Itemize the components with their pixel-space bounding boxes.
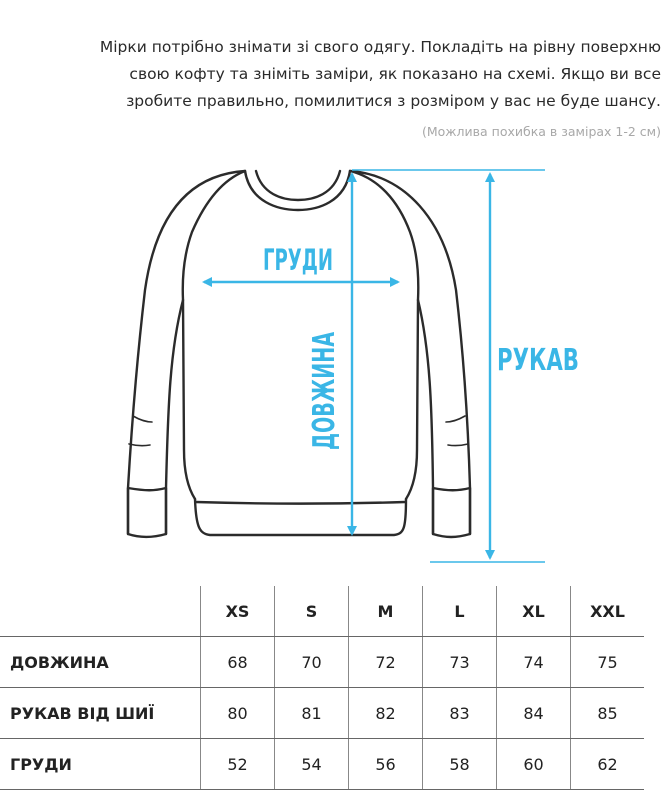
body-left xyxy=(183,171,245,499)
table-cell: 84 xyxy=(497,688,571,739)
collar xyxy=(245,171,350,210)
table-cell: 74 xyxy=(497,637,571,688)
table-cell: 80 xyxy=(201,688,275,739)
row-label: ДОВЖИНА xyxy=(0,637,201,688)
sleeve-label: РУКАВ xyxy=(497,343,579,378)
sweater-diagram-svg xyxy=(0,150,671,580)
sleeve-wrinkle xyxy=(446,416,465,422)
table-cell: 70 xyxy=(275,637,349,688)
table-row-sleeve xyxy=(0,688,644,739)
table-cell: 83 xyxy=(423,688,497,739)
size-header-row xyxy=(0,586,644,637)
row-label: ГРУДИ xyxy=(0,739,201,790)
waistband-seam xyxy=(196,502,405,504)
chest-label: ГРУДИ xyxy=(263,243,333,277)
right-sleeve-inner xyxy=(418,300,433,534)
table-cell: 68 xyxy=(201,637,275,688)
table-cell: 58 xyxy=(423,739,497,790)
intro-line-1: Мірки потрібно знімати зі свого одягу. Покладіть на рівну поверхню xyxy=(99,38,661,56)
left-cuff xyxy=(128,488,166,537)
table-cell: 60 xyxy=(497,739,571,790)
collar-inner xyxy=(256,171,340,200)
size-chart-table xyxy=(0,586,644,790)
table-row-chest xyxy=(0,739,644,790)
sweater-outline xyxy=(128,171,470,537)
right-cuff xyxy=(433,488,470,537)
table-cell: 72 xyxy=(349,637,423,688)
size-header: L xyxy=(423,586,497,637)
table-cell: 75 xyxy=(571,637,645,688)
intro-text xyxy=(21,34,661,115)
table-cell: 82 xyxy=(349,688,423,739)
table-cell: 52 xyxy=(201,739,275,790)
sleeve-wrinkle xyxy=(448,444,468,446)
intro-line-2: свою кофту та зніміть заміри, як показано на схемі. Якщо ви все xyxy=(129,65,661,83)
sleeve-wrinkle xyxy=(129,444,150,446)
table-cell: 81 xyxy=(275,688,349,739)
row-label: РУКАВ ВІД ШИЇ xyxy=(0,688,201,739)
table-cell: 56 xyxy=(349,739,423,790)
body-right xyxy=(350,171,418,499)
table-row-length xyxy=(0,637,644,688)
table-cell: 62 xyxy=(571,739,645,790)
right-sleeve-outer xyxy=(350,171,470,534)
size-header: S xyxy=(275,586,349,637)
sleeve-wrinkle xyxy=(133,416,152,422)
measurement-error-note: (Можлива похибка в замірах 1-2 см) xyxy=(421,124,661,139)
left-sleeve-inner xyxy=(166,300,183,534)
size-header: XXL xyxy=(571,586,645,637)
intro-line-3: зробите правильно, помилитися з розміром у вас не буде шансу. xyxy=(126,92,661,110)
size-header: XS xyxy=(201,586,275,637)
size-header: M xyxy=(349,586,423,637)
size-header: XL xyxy=(497,586,571,637)
table-cell: 54 xyxy=(275,739,349,790)
table-corner xyxy=(0,586,201,637)
table-cell: 73 xyxy=(423,637,497,688)
length-label: ДОВЖИНА xyxy=(307,264,342,450)
table-cell: 85 xyxy=(571,688,645,739)
sweater-measurement-diagram xyxy=(0,150,671,580)
